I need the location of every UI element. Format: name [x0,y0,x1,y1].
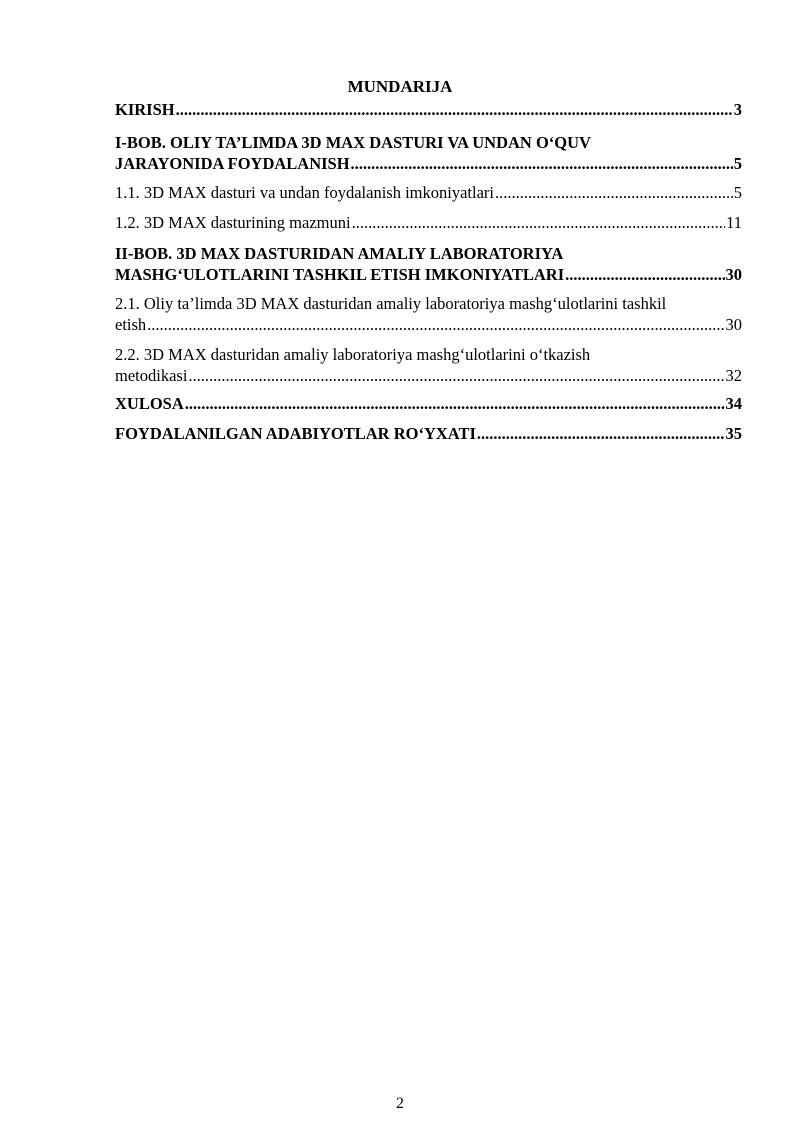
toc-entry-text: FOYDALANILGAN ADABIYOTLAR RO‘YXATI [115,424,476,443]
toc-entry-section-2-2[interactable] [115,344,742,386]
toc-entry-text: 2.2. 3D MAX dasturidan amaliy laboratoriya mashg‘ulotlarini o‘tkazish [115,345,591,364]
toc-entry-section-2-1[interactable] [115,293,742,335]
toc-page-number: 3 [733,100,742,119]
toc-page-number: 30 [725,315,742,334]
toc-entry-text: 2.1. Oliy ta’limda 3D MAX dasturidan amaliy laboratoriya mashg‘ulotlarini tashkil [115,294,667,313]
toc-page-number: 32 [725,366,742,385]
toc-entry-line [115,314,742,335]
toc-page-number: 11 [726,213,742,232]
toc-entry-line [115,423,742,444]
toc-entry-text: 1.1. 3D MAX dasturi va undan foydalanish imkoniyatlari [115,183,494,202]
toc-entry-line [115,99,742,120]
toc-entry-text: etish [115,315,147,334]
dot-leader [176,99,733,120]
dot-leader [147,314,724,335]
page-number: 2 [396,1095,404,1112]
toc-entry-xulosa[interactable] [115,393,742,414]
toc-entry-kirish[interactable] [115,99,742,120]
toc-entry-text: KIRISH [115,100,175,119]
dot-leader [351,153,733,174]
toc-entry-text: metodikasi [115,366,188,385]
dot-leader [477,423,725,444]
toc-entry-text: I-BOB. OLIY TA’LIMDA 3D MAX DASTURI VA UNDAN O‘QUV [115,133,591,152]
toc-entry-section-1-2[interactable] [115,212,742,233]
toc-entry-line [115,393,742,414]
toc-entry-section-1-1[interactable] [115,182,742,203]
dot-leader [495,182,733,203]
toc-entry-chapter-1[interactable] [115,132,742,174]
toc-page-number: 34 [725,394,742,413]
dot-leader [565,264,724,285]
toc-entry-text: JARAYONIDA FOYDALANISH [115,154,350,173]
dot-leader [185,393,725,414]
toc-page-number: 35 [725,424,742,443]
toc-entry-text: XULOSA [115,394,184,413]
toc-entry-references[interactable] [115,423,742,444]
toc-entry-line [115,365,742,386]
toc-title: MUNDARIJA [347,77,453,96]
toc-page-number: 30 [725,265,742,284]
toc-entry-text: II-BOB. 3D MAX DASTURIDAN AMALIY LABORATORIYA [115,244,564,263]
toc-page-number: 5 [733,154,742,173]
toc-entry-text: MASHG‘ULOTLARINI TASHKIL ETISH IMKONIYATLARI [115,265,565,284]
toc-entry-text: 1.2. 3D MAX dasturining mazmuni [115,213,351,232]
toc-entry-line [115,182,742,203]
dot-leader [352,212,726,233]
toc-entry-line [115,212,742,233]
toc-entry-line [115,264,742,285]
toc-page-number: 5 [733,183,742,202]
toc-entry-line [115,153,742,174]
dot-leader [188,365,724,386]
table-of-contents [115,99,742,444]
toc-entry-chapter-2[interactable] [115,243,742,285]
